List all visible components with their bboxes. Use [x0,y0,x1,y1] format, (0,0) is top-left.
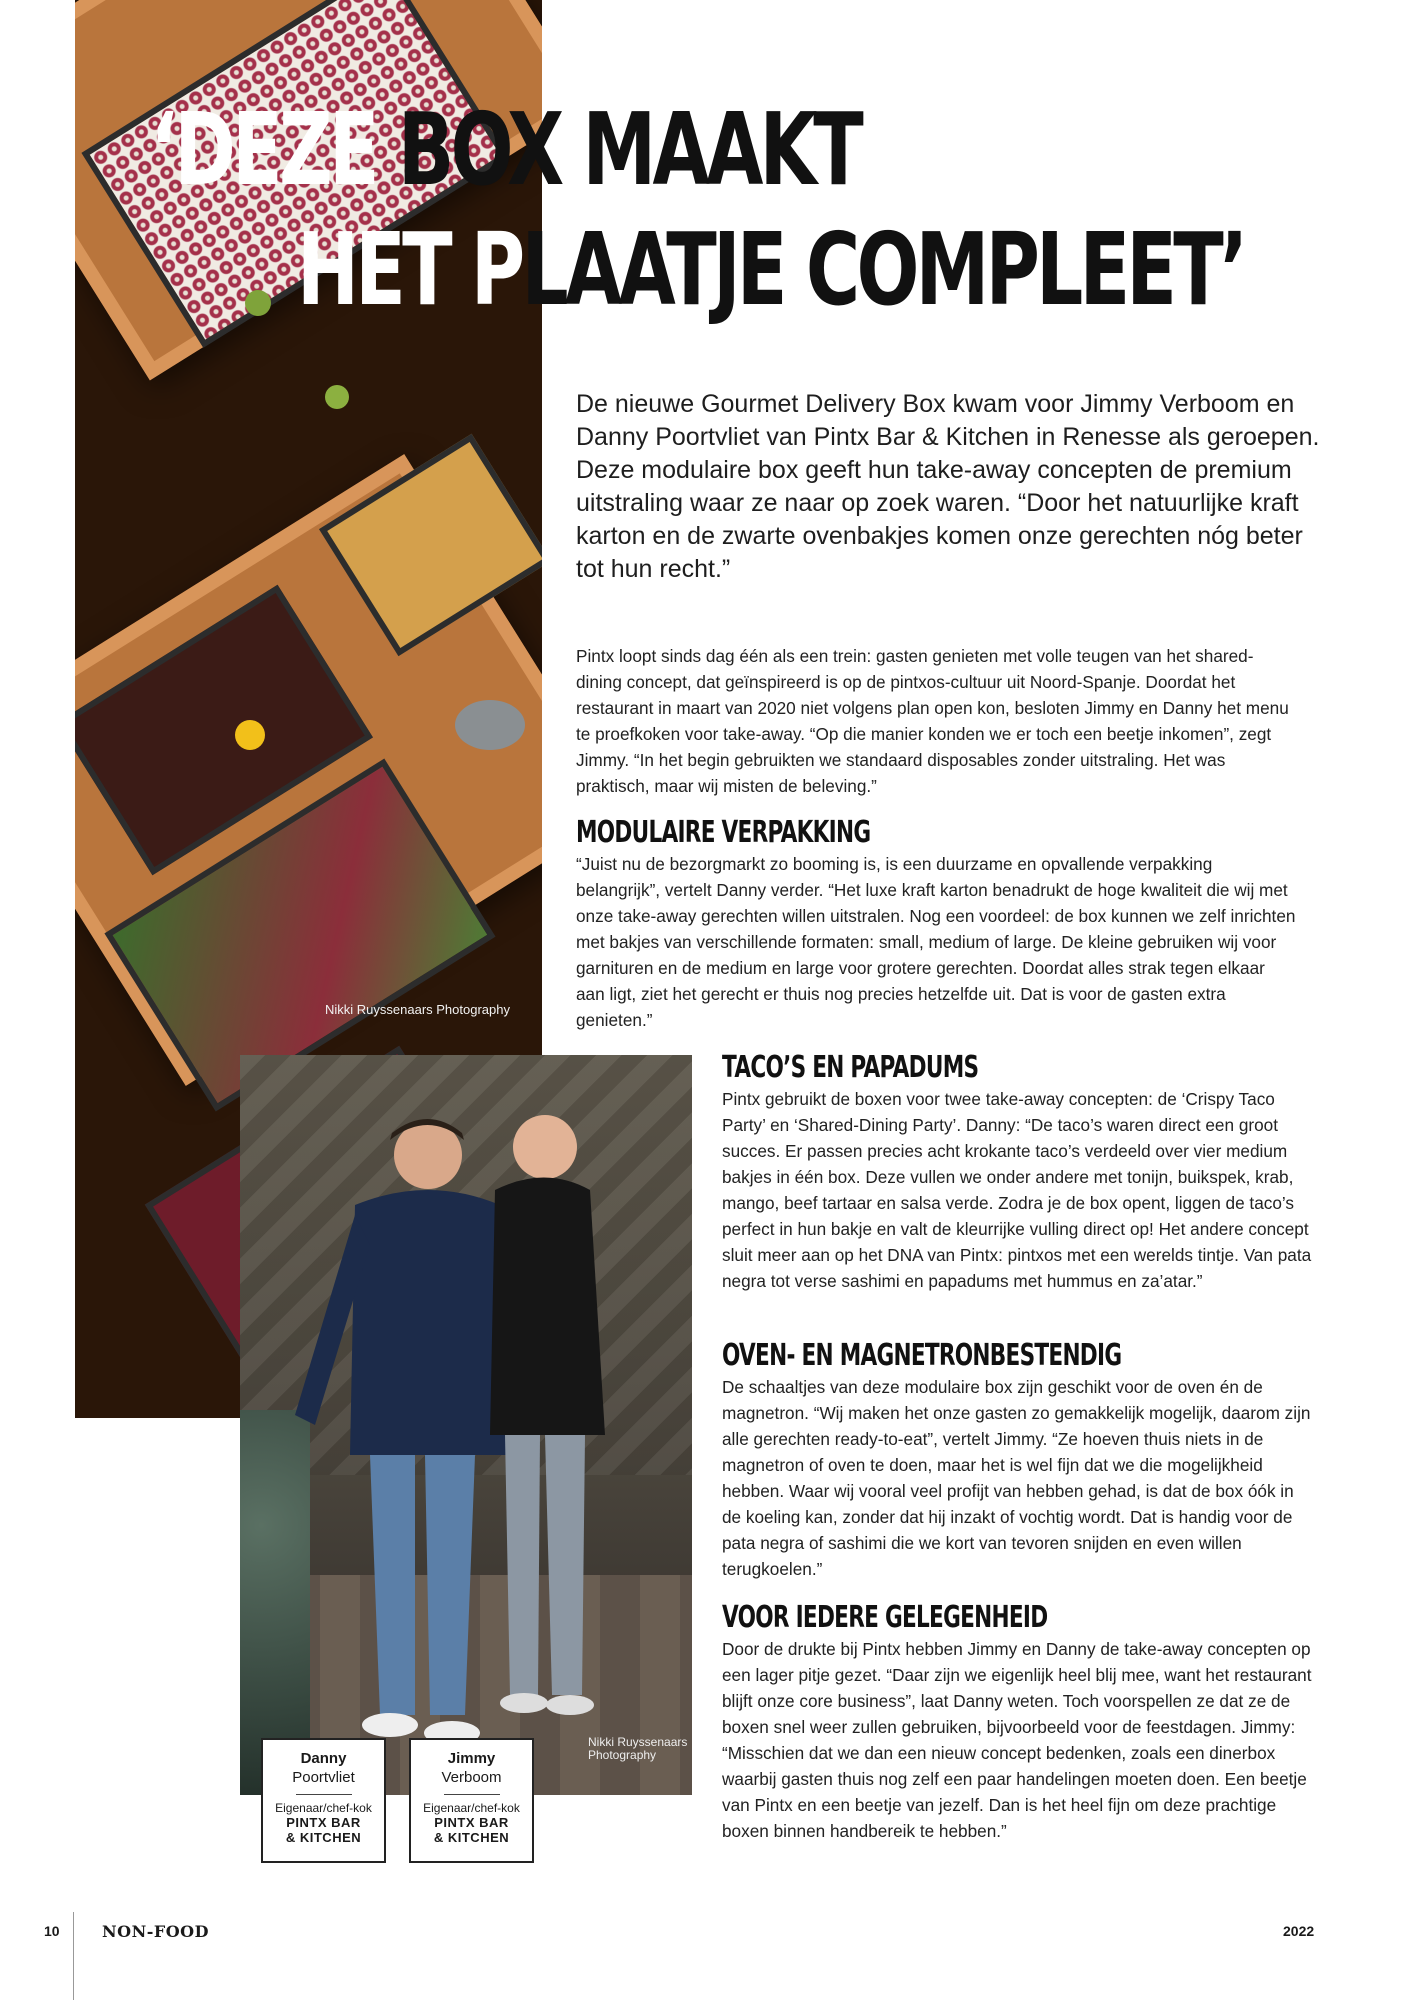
section-text-gelegenheid: Door de drukte bij Pintx hebben Jimmy en Danny de take-away concepten op een lager pitje gezet. “Daar zijn we eigenlijk heel blij mee, want het restaurant blijft onze core business”, laat Danny weten. Toch voorspellen ze dat ze de boxen snel weer zullen gebruiken, bijvoorbeeld voor de feestdagen. Jimmy: “Misschien dat we dan een nieuw concept bedenken, zoals een dinerbox waarbij gasten thuis nog zelf een paar handelingen moeten doen. Een beetje van Pintx en een beetje van jezelf. Dan is het heel fijn om deze prachtige boxen binnen handbereik te hebben.” [722,1639,1312,1841]
business-name-line-1: PINTX BAR [434,1815,509,1830]
person-role: Eigenaar/chef-kok [423,1801,520,1815]
section-name: NON-FOOD [102,1922,209,1941]
page-number: 10 [44,1923,60,1939]
section-heading-modulaire: MODULAIRE VERPAKKING [576,815,871,850]
section-text-oven: De schaaltjes van deze modulaire box zijn geschikt voor de oven én de magnetron. “Wij maken het onze gasten zo gemakkelijk mogelijk, daarom zijn alle gerechten ready-to-eat”, vertelt Jimmy. “Ze hoeven thuis niets in de magnetron of oven te doen, maar het is wel fijn dat we die mogelijkheid hebben. Waar wij vooral veel profijt van hebben gehad, is dat de box óók in de koeling kan, zonder dat hij inzakt of vochtig wordt. Dat is handig voor de pata negra of sashimi die we kort van tevoren snijden en even willen terugkoelen.” [722,1377,1311,1579]
person-last-name: Verboom [441,1769,502,1786]
person-first-name: Jimmy [447,1750,496,1767]
section-heading-tacos: TACO’S EN PAPADUMS [722,1050,979,1085]
headline-line-1-white: ‘DEZE [150,91,398,208]
person-role: Eigenaar/chef-kok [275,1801,372,1815]
portrait-photo [240,1055,692,1795]
person-last-name: Poortvliet [292,1769,355,1786]
portrait-photo-credit: Nikki Ruyssenaars Photography [588,1735,688,1762]
headline-line-1-black: BOX MAAKT [397,91,861,208]
food-photo-credit: Nikki Ruyssenaars Photography [325,1002,510,1017]
person-first-name: Danny [300,1750,347,1767]
section-text-modulaire: “Juist nu de bezorgmarkt zo booming is, is een duurzame en opvallende verpakking belangrijk”, vertelt Danny verder. “Het luxe kraft karton benadrukt de hoge kwaliteit die wij met onze take-away gerechten willen uitstralen. Nog een voordeel: de box kunnen we zelf inrichten met bakjes van verschillende formaten: small, medium of large. De kleine gebruiken wij voor garnituren en de medium en large voor grotere gerechten. Doordat alles strak tegen elkaar aan ligt, ziet het gerecht er thuis nog precies hetzelfde uit. Dat is voor de gasten extra genieten.” [576,854,1296,1030]
footer-divider [73,1912,74,2000]
headline-line-2-black: LAATJE COMPLEET’ [521,211,1245,328]
headline-line-2-white: HET P [297,211,522,328]
section-heading-gelegenheid: VOOR IEDERE GELEGENHEID [722,1600,1048,1635]
people-illustration [240,1055,692,1795]
section-heading-oven: OVEN- EN MAGNETRONBESTENDIG [722,1338,1122,1373]
name-card-danny [261,1738,386,1863]
headline-line-1 [150,91,861,208]
divider [296,1794,352,1795]
business-name-line-1: PINTX BAR [286,1815,361,1830]
business-name-line-2: & KITCHEN [433,1830,510,1845]
business-name-line-2: & KITCHEN [285,1830,362,1845]
intro-paragraph: Pintx loopt sinds dag één als een trein: gasten genieten met volle teugen van het shared-dining concept, dat geïnspireerd is op de pintxos-cultuur uit Noord-Spanje. Doordat het restaurant in maart van 2020 niet volgens plan open kon, besloten Jimmy en Danny het menu te proefkoken voor take-away. “Op die manier konden we er toch een beetje inkomen”, zegt Jimmy. “In het begin gebruikten we standaard disposables zonder uitstraling. Het was praktisch, maar wij misten de beleving.” [576,646,1289,796]
divider [444,1794,500,1795]
name-card-jimmy [409,1738,534,1863]
section-text-tacos: Pintx gebruikt de boxen voor twee take-away concepten: de ‘Crispy Taco Party’ en ‘Shared-Dining Party’. Danny: “De taco’s waren direct een groot succes. Er passen precies acht krokante taco’s verdeeld over vier medium bakjes in één box. Deze vullen we onder andere met tonijn, buikspek, krab, mango, beef tartaar en salsa verde. Zodra je de box opent, liggen de taco’s perfect in hun bakje en valt de kleurrijke vulling direct op! Het andere concept sluit meer aan op het DNA van Pintx: pintxos met een werelds tintje. Van pata negra tot verse sashimi en papadums met hummus en za’atar.” [722,1089,1312,1291]
lead-paragraph: De nieuwe Gourmet Delivery Box kwam voor Jimmy Verboom en Danny Poortvliet van Pintx Bar & Kitchen in Renesse als geroepen. Deze modulaire box geeft hun take-away concepten de premium uitstraling waar ze naar op zoek waren. “Door het natuurlijke kraft karton en de zwarte ovenbakjes komen onze gerechten nóg beter tot hun recht.” [576,390,1320,583]
headline-line-2 [297,211,1245,328]
issue-year: 2022 [1283,1923,1315,1939]
